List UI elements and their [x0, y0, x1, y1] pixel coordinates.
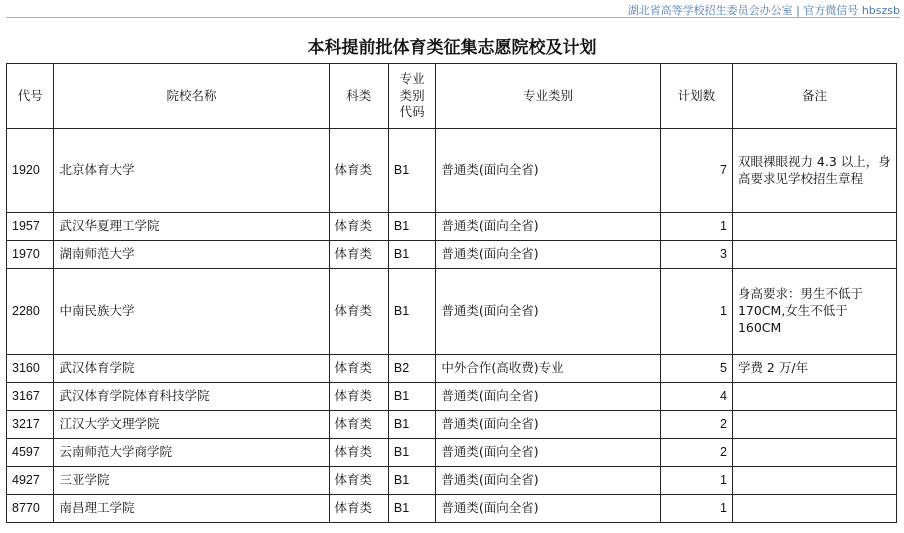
cell-kind: 体育类	[329, 129, 388, 213]
cell-major-code: B1	[388, 269, 435, 355]
table-row	[7, 495, 897, 523]
cell-kind: 体育类	[329, 495, 388, 523]
cell-code: 1970	[7, 241, 54, 269]
cell-major-code: B1	[388, 439, 435, 467]
cell-name: 湖南师范大学	[54, 241, 329, 269]
cell-note	[732, 467, 896, 495]
cell-major-type: 普通类(面向全省)	[436, 383, 660, 411]
cell-kind: 体育类	[329, 439, 388, 467]
table-row	[7, 411, 897, 439]
cell-major-type: 普通类(面向全省)	[436, 467, 660, 495]
cell-kind: 体育类	[329, 467, 388, 495]
cell-note	[732, 213, 896, 241]
column-header-major-type: 专业类别	[436, 64, 660, 129]
cell-code: 1957	[7, 213, 54, 241]
cell-major-type: 中外合作(高收费)专业	[436, 355, 660, 383]
cell-code: 2280	[7, 269, 54, 355]
cell-name: 武汉华夏理工学院	[54, 213, 329, 241]
cell-major-code: B1	[388, 411, 435, 439]
cell-count: 1	[660, 467, 732, 495]
column-header-count: 计划数	[660, 64, 732, 129]
admission-plan-table	[6, 63, 897, 523]
header-divider	[6, 17, 900, 18]
cell-count: 1	[660, 495, 732, 523]
column-header-note: 备注	[732, 64, 896, 129]
cell-code: 4597	[7, 439, 54, 467]
cell-code: 3167	[7, 383, 54, 411]
cell-major-type: 普通类(面向全省)	[436, 439, 660, 467]
cell-count: 1	[660, 269, 732, 355]
cell-note: 身高要求：男生不低于 170CM,女生不低于 160CM	[732, 269, 896, 355]
cell-kind: 体育类	[329, 241, 388, 269]
cell-code: 1920	[7, 129, 54, 213]
cell-name: 江汉大学文理学院	[54, 411, 329, 439]
cell-kind: 体育类	[329, 411, 388, 439]
cell-note: 学费 2 万/年	[732, 355, 896, 383]
column-header-name: 院校名称	[54, 64, 329, 129]
cell-count: 1	[660, 213, 732, 241]
column-header-code: 代号	[7, 64, 54, 129]
table-row	[7, 383, 897, 411]
cell-count: 2	[660, 411, 732, 439]
cell-major-code: B1	[388, 129, 435, 213]
cell-name: 三亚学院	[54, 467, 329, 495]
cell-major-type: 普通类(面向全省)	[436, 495, 660, 523]
cell-name: 北京体育大学	[54, 129, 329, 213]
cell-major-type: 普通类(面向全省)	[436, 269, 660, 355]
table-header-row	[7, 64, 897, 129]
cell-count: 5	[660, 355, 732, 383]
cell-major-code: B1	[388, 495, 435, 523]
table-row	[7, 355, 897, 383]
cell-major-type: 普通类(面向全省)	[436, 411, 660, 439]
table-row	[7, 467, 897, 495]
cell-note	[732, 411, 896, 439]
cell-major-code: B1	[388, 383, 435, 411]
cell-name: 云南师范大学商学院	[54, 439, 329, 467]
column-header-kind: 科类	[329, 64, 388, 129]
table-row	[7, 129, 897, 213]
column-header-major-code: 专业类别代码	[388, 64, 435, 129]
cell-major-type: 普通类(面向全省)	[436, 129, 660, 213]
cell-kind: 体育类	[329, 383, 388, 411]
cell-major-code: B2	[388, 355, 435, 383]
cell-note	[732, 241, 896, 269]
cell-count: 7	[660, 129, 732, 213]
cell-kind: 体育类	[329, 355, 388, 383]
table-row	[7, 213, 897, 241]
cell-major-code: B1	[388, 467, 435, 495]
header-watermark: 湖北省高等学校招生委员会办公室 | 官方微信号 hbszsb	[627, 4, 900, 17]
cell-note: 双眼裸眼视力 4.3 以上，身高要求见学校招生章程	[732, 129, 896, 213]
cell-name: 武汉体育学院	[54, 355, 329, 383]
cell-major-type: 普通类(面向全省)	[436, 213, 660, 241]
cell-count: 4	[660, 383, 732, 411]
cell-kind: 体育类	[329, 213, 388, 241]
table-row	[7, 439, 897, 467]
table-row	[7, 241, 897, 269]
cell-major-code: B1	[388, 213, 435, 241]
cell-name: 中南民族大学	[54, 269, 329, 355]
cell-note	[732, 383, 896, 411]
cell-kind: 体育类	[329, 269, 388, 355]
cell-note	[732, 439, 896, 467]
cell-code: 3217	[7, 411, 54, 439]
cell-major-type: 普通类(面向全省)	[436, 241, 660, 269]
table-row	[7, 269, 897, 355]
cell-code: 3160	[7, 355, 54, 383]
page-title: 本科提前批体育类征集志愿院校及计划	[307, 38, 597, 58]
cell-name: 南昌理工学院	[54, 495, 329, 523]
cell-code: 4927	[7, 467, 54, 495]
cell-code: 8770	[7, 495, 54, 523]
cell-name: 武汉体育学院体育科技学院	[54, 383, 329, 411]
cell-major-code: B1	[388, 241, 435, 269]
cell-count: 2	[660, 439, 732, 467]
cell-count: 3	[660, 241, 732, 269]
cell-note	[732, 495, 896, 523]
